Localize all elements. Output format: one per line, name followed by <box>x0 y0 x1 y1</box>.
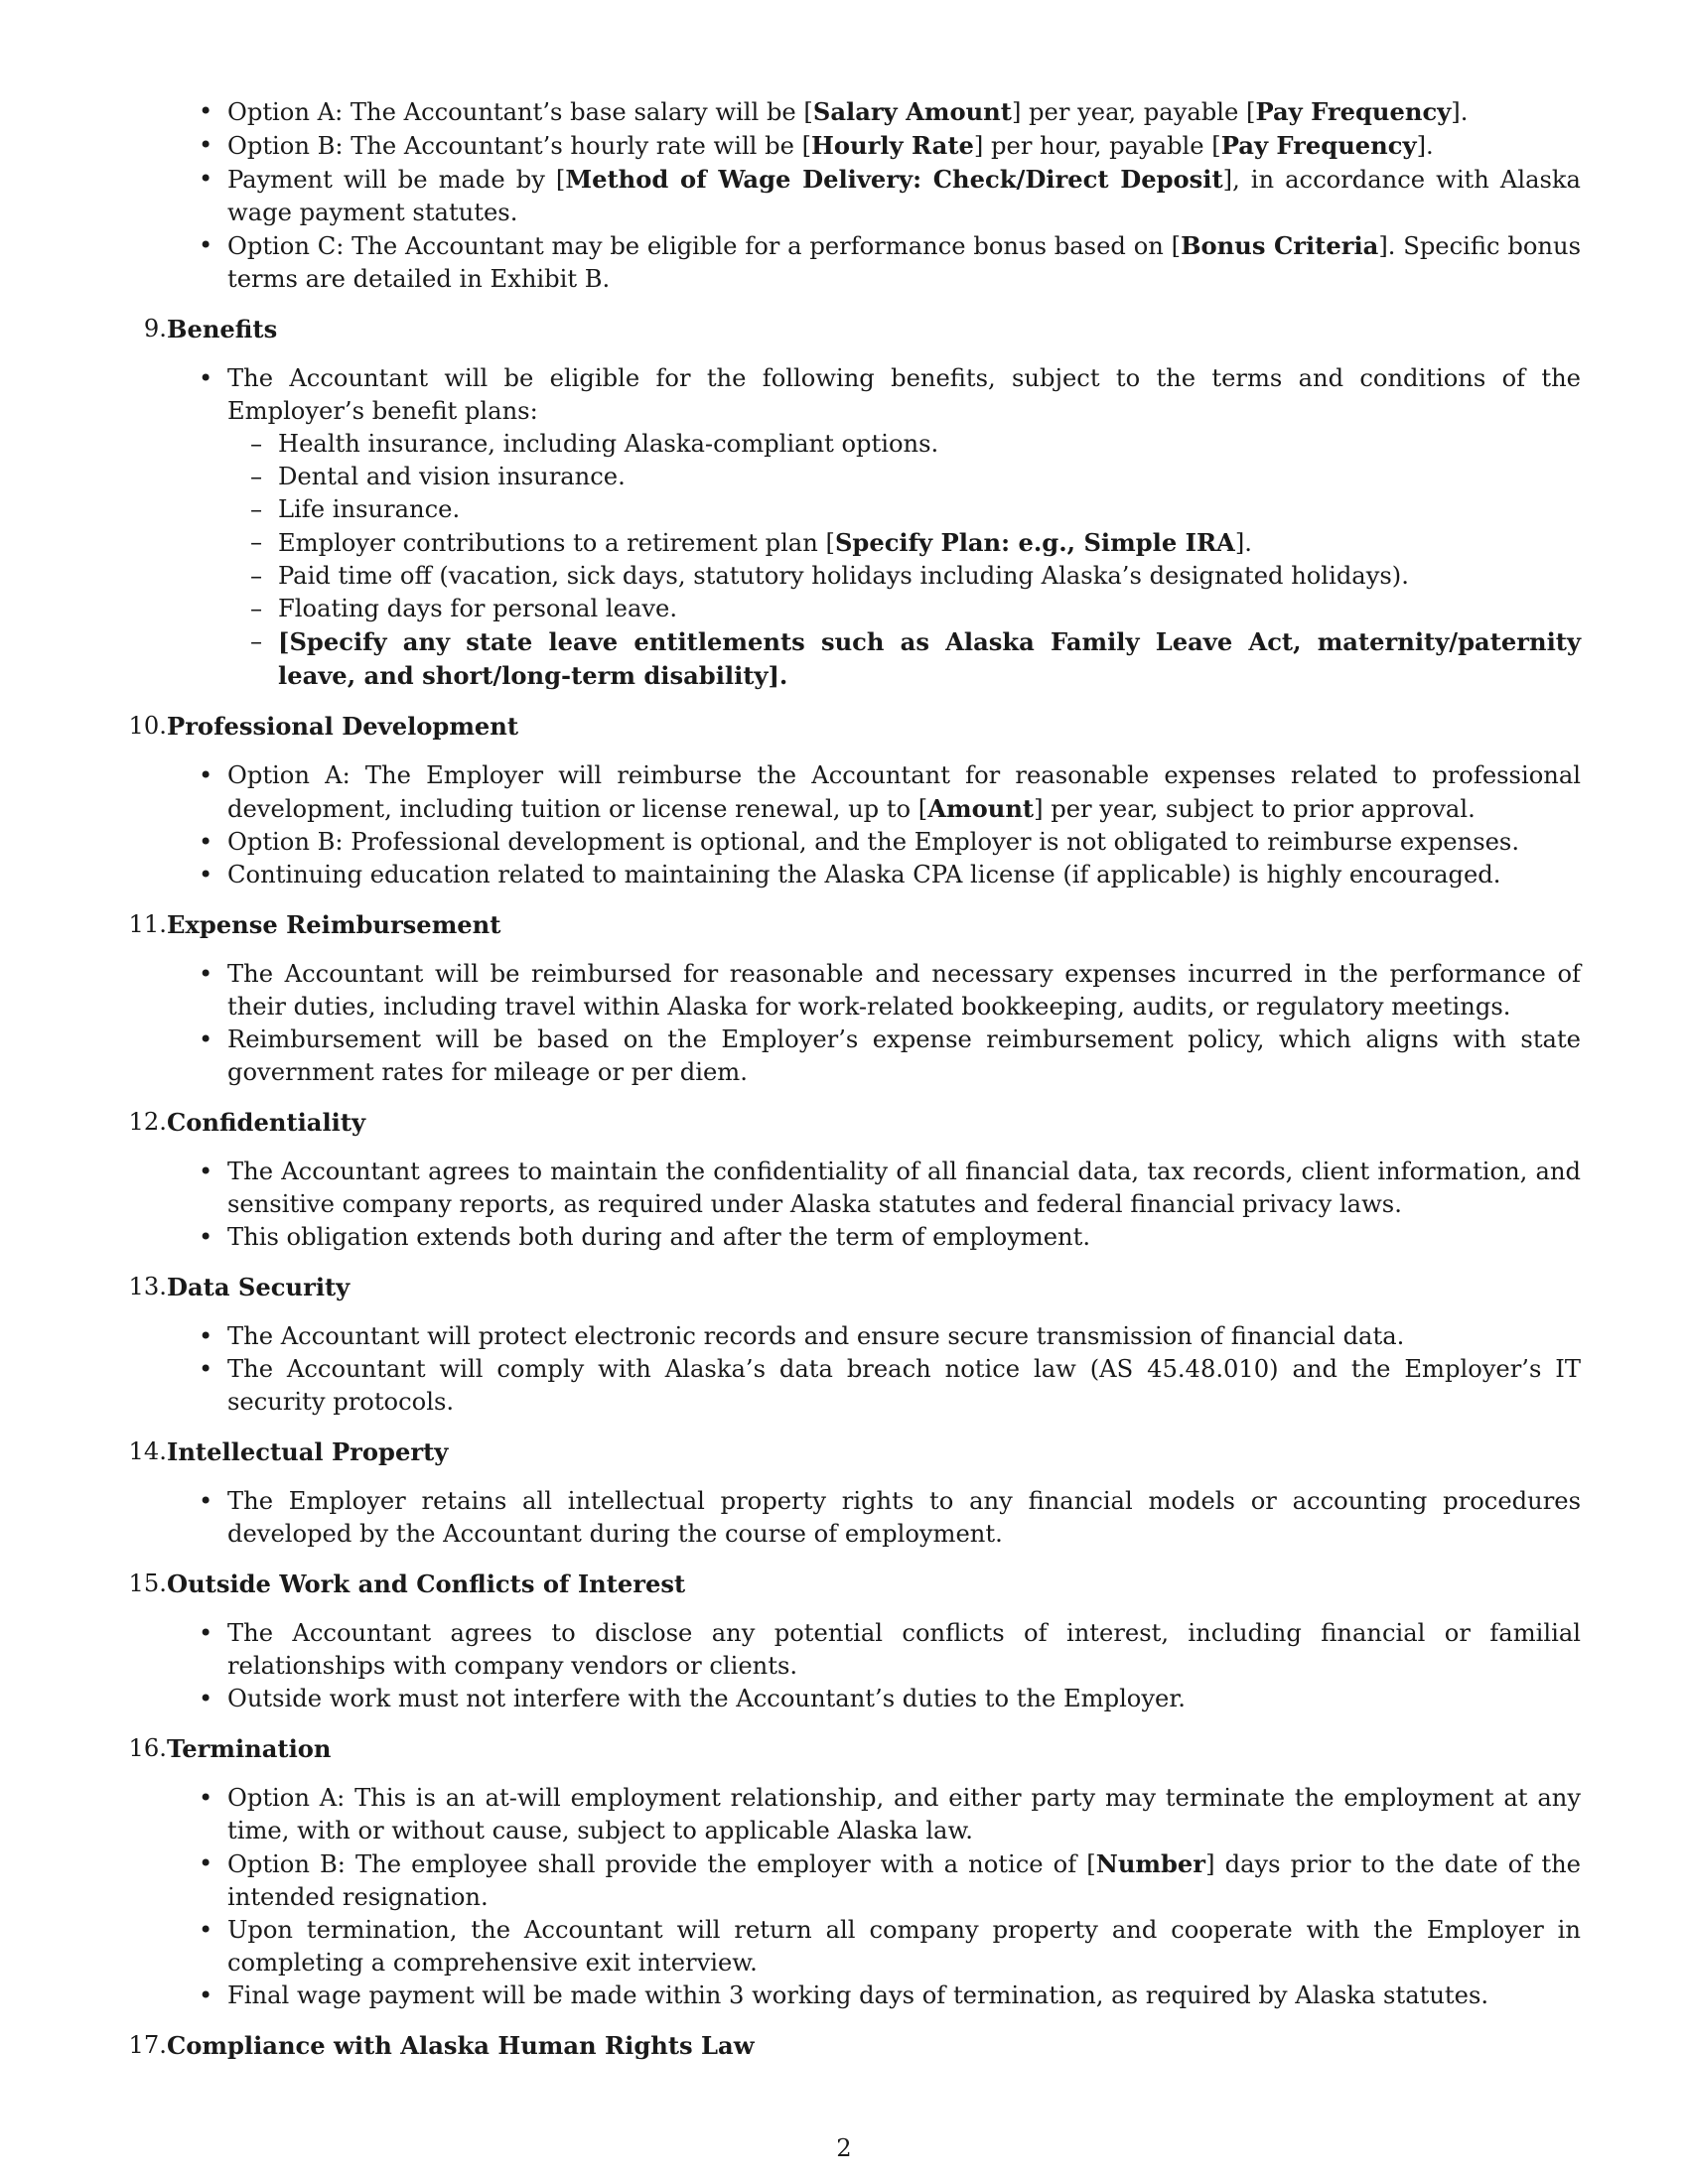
list-item <box>0 1221 1688 1254</box>
text-run: ]. <box>1451 98 1469 126</box>
section-11 <box>0 908 1688 1089</box>
section-items <box>0 1485 1688 1551</box>
text-run: ] per year, payable [ <box>1011 98 1256 126</box>
sub-list-item <box>0 526 1688 560</box>
sub-list-item <box>0 593 1688 625</box>
text-run: Health insurance, including Alaska-compliant options. <box>278 430 939 458</box>
section-title: Professional Development <box>167 712 519 741</box>
text-run: The Accountant will be reimbursed for reasonable and necessary expenses incurred in the performance of their duties, including travel within Alaska for work-related bookkeeping, audits, or regulatory meetings. <box>227 960 1581 1021</box>
text-run: Reimbursement will be based on the Employer’s expense reimbursement policy, which aligns with state government rates for mileage or per diem. <box>227 1025 1581 1086</box>
text-run: The Accountant will protect electronic records and ensure secure transmission of financial data. <box>227 1322 1405 1350</box>
text-run: ]. <box>1234 529 1252 557</box>
section-number: 10 . <box>87 710 167 743</box>
text-run: Employer contributions to a retirement plan [ <box>278 529 835 557</box>
placeholder-field: Pay Frequency <box>1255 97 1452 126</box>
section-heading <box>0 1435 1688 1468</box>
intro-list <box>0 95 1688 296</box>
placeholder-field: Specify Plan: e.g., Simple IRA <box>834 528 1235 557</box>
placeholder-field: Bonus Criteria <box>1181 231 1379 260</box>
placeholder-field: Method of Wage Delivery: Check/Direct Deposit <box>565 165 1223 194</box>
text-run: Option A: The Accountant’s base salary will be [ <box>227 98 813 126</box>
text-run: Life insurance. <box>278 495 461 523</box>
list-item <box>0 95 1688 129</box>
section-number: 11 . <box>87 908 167 941</box>
text-run: Option C: The Accountant may be eligible for a performance bonus based on [ <box>227 232 1182 260</box>
placeholder-field: Pay Frequency <box>1220 131 1417 160</box>
list-item <box>0 1683 1688 1715</box>
text-run: Option B: The employee shall provide the employer with a notice of [ <box>227 1850 1096 1878</box>
section-items <box>0 1782 1688 2012</box>
page-number: 2 <box>836 2134 852 2162</box>
text-run: Continuing education related to maintaining the Alaska CPA license (if applicable) is highly encouraged. <box>227 861 1501 888</box>
section-title: Data Security <box>167 1273 351 1301</box>
text-run: ]. <box>1416 132 1434 160</box>
section-number: 15 . <box>87 1568 167 1600</box>
list-item <box>0 759 1688 826</box>
section-heading <box>0 313 1688 345</box>
text-run: Option A: This is an at-will employment relationship, and either party may terminate the employment at any time, with or without cause, subject to applicable Alaska law. <box>227 1784 1581 1844</box>
section-items <box>0 958 1688 1089</box>
section-items <box>0 1156 1688 1254</box>
text-run: The Employer retains all intellectual property rights to any financial models or accounting procedures developed by the Accountant during the course of employment. <box>227 1487 1581 1548</box>
section-heading <box>0 1271 1688 1303</box>
section-number: 16 . <box>87 1732 167 1765</box>
text-run: ] per year, subject to prior approval. <box>1034 795 1476 823</box>
section-heading <box>0 710 1688 743</box>
list-item <box>0 1782 1688 1847</box>
section-number: 14 . <box>87 1435 167 1468</box>
list-item <box>0 229 1688 296</box>
text-run: ], in accordance with Alaska wage payment statutes. <box>227 166 1581 226</box>
text-run: Final wage payment will be made within 3 working days of termination, as required by Alaska statutes. <box>227 1981 1489 2009</box>
sub-list-item <box>0 625 1688 693</box>
text-run: Floating days for personal leave. <box>278 595 678 622</box>
sub-list-item <box>0 428 1688 461</box>
text-run: Paid time off (vacation, sick days, statutory holidays including Alaska’s designated holidays). <box>278 562 1409 590</box>
text-run: Upon termination, the Accountant will return all company property and cooperate with the Employer in completing a comprehensive exit interview. <box>227 1916 1581 1977</box>
sub-list <box>0 428 1688 693</box>
section-items <box>0 759 1688 891</box>
text-run: The Accountant agrees to maintain the confidentiality of all financial data, tax records, client information, and sensitive company reports, as required under Alaska statutes and federal financial privacy laws. <box>227 1158 1581 1218</box>
text-run: Option B: Professional development is optional, and the Employer is not obligated to reimburse expenses. <box>227 828 1520 856</box>
list-item <box>0 1353 1688 1419</box>
list-item <box>0 129 1688 163</box>
section-14 <box>0 1435 1688 1551</box>
list-item <box>0 1979 1688 2012</box>
list-item <box>0 1024 1688 1089</box>
list-item <box>0 826 1688 859</box>
placeholder-field: Salary Amount <box>812 97 1012 126</box>
document-body <box>0 95 1688 2079</box>
section-heading <box>0 1732 1688 1765</box>
text-run: This obligation extends both during and after the term of employment. <box>227 1223 1091 1251</box>
placeholder-field: Amount <box>927 794 1035 823</box>
list-item <box>0 1156 1688 1221</box>
sub-list-item <box>0 461 1688 493</box>
section-title: Confidentiality <box>167 1108 366 1137</box>
list-item <box>0 362 1688 693</box>
section-number: 17 . <box>87 2029 167 2062</box>
text-run: The Accountant agrees to disclose any potential conflicts of interest, including financial or familial relationships with company vendors or clients. <box>227 1619 1581 1680</box>
section-12 <box>0 1106 1688 1254</box>
text-run: Outside work must not interfere with the Accountant’s duties to the Employer. <box>227 1685 1186 1712</box>
section-title: Expense Reimbursement <box>167 910 501 939</box>
section-heading <box>0 2029 1688 2062</box>
list-item <box>0 958 1688 1024</box>
section-heading <box>0 1106 1688 1139</box>
section-17 <box>0 2029 1688 2062</box>
text-run: The Accountant will comply with Alaska’s data breach notice law (AS 45.48.010) and the Employer’s IT security protocols. <box>227 1355 1581 1416</box>
placeholder-field: Number <box>1095 1849 1206 1878</box>
text-run: ] days prior to the date of the intended resignation. <box>227 1850 1581 1911</box>
section-16 <box>0 1732 1688 2012</box>
sections-container <box>0 313 1688 2062</box>
section-title: Outside Work and Conflicts of Interest <box>167 1570 686 1598</box>
list-item <box>0 163 1688 229</box>
section-heading <box>0 908 1688 941</box>
list-item <box>0 1914 1688 1979</box>
section-number: 12 . <box>87 1106 167 1139</box>
placeholder-field: Hourly Rate <box>811 131 974 160</box>
text-run: The Accountant will be eligible for the following benefits, subject to the terms and conditions of the Employer’s benefit plans: <box>227 364 1581 425</box>
section-15 <box>0 1568 1688 1715</box>
section-title: Compliance with Alaska Human Rights Law <box>167 2031 755 2060</box>
section-items <box>0 1617 1688 1715</box>
section-items <box>0 362 1688 693</box>
text-run: Option A: The Employer will reimburse the Accountant for reasonable expenses related to professional development, including tuition or license renewal, up to [ <box>227 761 1581 823</box>
sub-list-item <box>0 493 1688 526</box>
section-13 <box>0 1271 1688 1419</box>
text-run: Dental and vision insurance. <box>278 463 626 490</box>
section-number: 13 . <box>87 1271 167 1303</box>
text-run: Option B: The Accountant’s hourly rate will be [ <box>227 132 812 160</box>
list-item <box>0 859 1688 891</box>
section-number: 9 . <box>87 313 167 345</box>
section-heading <box>0 1568 1688 1600</box>
section-title: Intellectual Property <box>167 1437 449 1466</box>
section-9 <box>0 313 1688 693</box>
placeholder-field: [Specify any state leave entitlements such as Alaska Family Leave Act, maternity/paternity leave, and short/long-term disability]. <box>278 627 1581 690</box>
list-item <box>0 1617 1688 1683</box>
section-items <box>0 1320 1688 1419</box>
text-run: Payment will be made by [ <box>227 166 566 194</box>
section-title: Termination <box>167 1734 332 1763</box>
text-run: ]. Specific bonus terms are detailed in Exhibit B. <box>227 232 1581 293</box>
section-title: Benefits <box>167 315 278 343</box>
list-item <box>0 1485 1688 1551</box>
list-item <box>0 1847 1688 1914</box>
section-10 <box>0 710 1688 891</box>
sub-list-item <box>0 560 1688 593</box>
list-item <box>0 1320 1688 1353</box>
text-run: ] per hour, payable [ <box>973 132 1221 160</box>
